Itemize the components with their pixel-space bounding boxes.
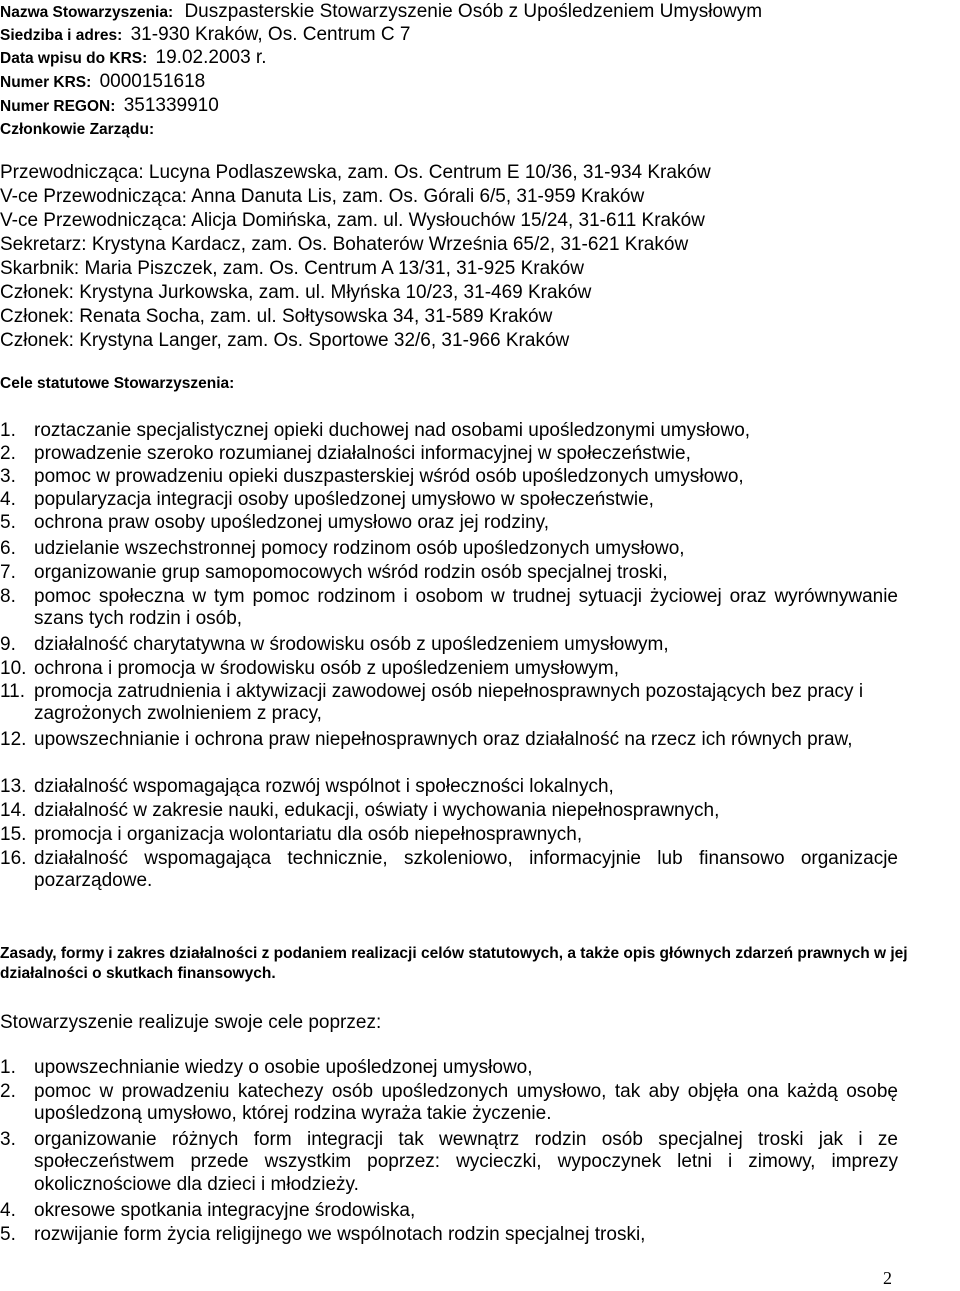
goal-number: 3.	[0, 466, 16, 487]
goal-item	[0, 848, 898, 893]
board-member: Członek: Krystyna Langer, zam. Os. Sportowe 32/6, 31-966 Kraków	[0, 330, 570, 351]
board-heading: Członkowie Zarządu:	[0, 121, 155, 138]
activity-item	[0, 1129, 898, 1196]
goal-text: ochrona praw osoby upośledzonej umysłowo oraz jej rodziny,	[34, 512, 550, 533]
board-member: V-ce Przewodnicząca: Anna Danuta Lis, zam. Os. Górali 6/5, 31-959 Kraków	[0, 186, 645, 207]
activity-intro: Stowarzyszenie realizuje swoje cele poprzez:	[0, 1012, 382, 1033]
org-name-row	[0, 1, 762, 24]
goal-text: roztaczanie specjalistycznej opieki duchowej nad osobami upośledzonymi umysłowo,	[34, 420, 751, 441]
goal-number: 11.	[0, 681, 26, 702]
goal-item	[0, 586, 898, 631]
activity-item	[0, 1224, 898, 1246]
krs-date-label: Data wpisu do KRS:	[0, 50, 148, 67]
board-member: Członek: Renata Socha, zam. ul. Sołtysowska 34, 31-589 Kraków	[0, 306, 553, 327]
goal-text: promocja zatrudnienia i aktywizacji zawodowej osób niepełnosprawnych pozostających bez pracy i zagrożonych zwolnieniem z pracy,	[34, 681, 864, 725]
activity-number: 3.	[0, 1129, 16, 1150]
goals-heading: Cele statutowe Stowarzyszenia:	[0, 375, 235, 392]
goal-item	[0, 538, 898, 560]
address-label: Siedziba i adres:	[0, 27, 123, 44]
goal-item	[0, 681, 898, 726]
goal-number: 7.	[0, 562, 16, 583]
board-member: Przewodnicząca: Lucyna Podlaszewska, zam. Os. Centrum E 10/36, 31-934 Kraków	[0, 162, 711, 183]
activity-item	[0, 1081, 898, 1126]
address-row	[0, 24, 410, 47]
goal-number: 6.	[0, 538, 16, 559]
goal-text: organizowanie grup samopomocowych wśród rodzin osób specjalnej troski,	[34, 562, 668, 583]
goal-item	[0, 512, 898, 534]
activity-text: okresowe spotkania integracyjne środowiska,	[34, 1200, 416, 1221]
goal-item	[0, 776, 898, 798]
activity-number: 4.	[0, 1200, 16, 1221]
activity-text: rozwijanie form życia religijnego we wspólnotach rodzin specjalnej troski,	[34, 1224, 646, 1245]
activity-number: 5.	[0, 1224, 16, 1245]
goal-text: działalność wspomagająca rozwój wspólnot i społeczności lokalnych,	[34, 776, 614, 797]
goal-number: 4.	[0, 489, 16, 510]
goal-item	[0, 800, 898, 822]
goal-number: 8.	[0, 586, 16, 607]
goal-number: 1.	[0, 420, 16, 441]
goal-text: popularyzacja integracji osoby upośledzonej umysłowo w społeczeństwie,	[34, 489, 654, 510]
page-number: 2	[883, 1268, 892, 1288]
goal-item	[0, 466, 898, 488]
board-member: Członek: Krystyna Jurkowska, zam. ul. Młyńska 10/23, 31-469 Kraków	[0, 282, 592, 303]
activity-heading: Zasady, formy i zakres działalności z podaniem realizacji celów statutowych, a także opis głównych zdarzeń prawnych w jej działalności o skutkach finansowych.	[0, 945, 908, 982]
goal-item	[0, 443, 898, 465]
goal-text: upowszechnianie i ochrona praw niepełnosprawnych oraz działalność na rzecz ich równych praw,	[34, 729, 853, 750]
goal-item	[0, 489, 898, 511]
goal-number: 9.	[0, 634, 16, 655]
goal-number: 10.	[0, 658, 27, 679]
address-value: 31-930 Kraków, Os. Centrum C 7	[130, 24, 411, 45]
goal-text: prowadzenie szeroko rozumianej działalności informacyjnej w społeczeństwie,	[34, 443, 691, 464]
goal-number: 13.	[0, 776, 27, 797]
krs-date-value: 19.02.2003 r.	[155, 47, 267, 68]
goal-item	[0, 824, 898, 846]
board-member: Skarbnik: Maria Piszczek, zam. Os. Centrum A 13/31, 31-925 Kraków	[0, 258, 584, 279]
goal-text: pomoc społeczna w tym pomoc rodzinom i osobom w trudnej sytuacji życiowej oraz wyrównywanie szans tych rodzin i osób,	[34, 586, 898, 630]
activity-item	[0, 1057, 898, 1079]
goal-number: 14.	[0, 800, 27, 821]
goal-text: pomoc w prowadzeniu opieki duszpasterskiej wśród osób upośledzonych umysłowo,	[34, 466, 744, 487]
goal-number: 16.	[0, 848, 27, 869]
krs-number-row	[0, 71, 205, 94]
board-heading-row	[0, 118, 154, 141]
goal-number: 15.	[0, 824, 27, 845]
goal-item	[0, 729, 898, 751]
goal-number: 5.	[0, 512, 16, 533]
org-name-label: Nazwa Stowarzyszenia:	[0, 4, 174, 21]
goal-text: udzielanie wszechstronnej pomocy rodzinom osób upośledzonych umysłowo,	[34, 538, 685, 559]
krs-number-label: Numer KRS:	[0, 74, 92, 91]
activity-item	[0, 1200, 898, 1222]
regon-row	[0, 95, 219, 118]
board-member: Sekretarz: Krystyna Kardacz, zam. Os. Bohaterów Września 65/2, 31-621 Kraków	[0, 234, 689, 255]
goal-text: działalność w zakresie nauki, edukacji, oświaty i wychowania niepełnosprawnych,	[34, 800, 720, 821]
regon-label: Numer REGON:	[0, 98, 116, 115]
goal-text: działalność charytatywna w środowisku osób z upośledzeniem umysłowym,	[34, 634, 669, 655]
activity-number: 2.	[0, 1081, 16, 1102]
activity-number: 1.	[0, 1057, 16, 1078]
goal-item	[0, 658, 898, 680]
regon-value: 351339910	[123, 95, 219, 116]
activity-text: upowszechnianie wiedzy o osobie upośledzonej umysłowo,	[34, 1057, 533, 1078]
goal-number: 12.	[0, 729, 27, 750]
goal-item	[0, 562, 898, 584]
goal-text: ochrona i promocja w środowisku osób z upośledzeniem umysłowym,	[34, 658, 620, 679]
org-name-value: Duszpasterskie Stowarzyszenie Osób z Upośledzeniem Umysłowym	[184, 1, 763, 22]
goal-text: promocja i organizacja wolontariatu dla osób niepełnosprawnych,	[34, 824, 583, 845]
activity-text: pomoc w prowadzeniu katechezy osób upośledzonych umysłowo, tak aby objęła ona każdą osobę upośledzoną umysłowo, której rodzina wyraża takie życzenie.	[34, 1081, 898, 1125]
goal-number: 2.	[0, 443, 16, 464]
krs-number-value: 0000151618	[99, 71, 206, 92]
activity-text: organizowanie różnych form integracji tak wewnątrz rodzin osób specjalnej troski jak i ze społeczeństwem przede wszystkim poprzez: wycieczki, wypoczynek letni i zimowy, imprezy okolicznościowe dla dzieci i młodzieży.	[34, 1129, 898, 1195]
goal-text: działalność wspomagająca technicznie, szkoleniowo, informacyjnie lub finansowo organizacje pozarządowe.	[34, 848, 898, 892]
goal-item	[0, 634, 898, 656]
board-member: V-ce Przewodnicząca: Alicja Domińska, zam. ul. Wysłouchów 15/24, 31-611 Kraków	[0, 210, 705, 231]
krs-date-row	[0, 47, 266, 70]
goal-item	[0, 420, 898, 442]
